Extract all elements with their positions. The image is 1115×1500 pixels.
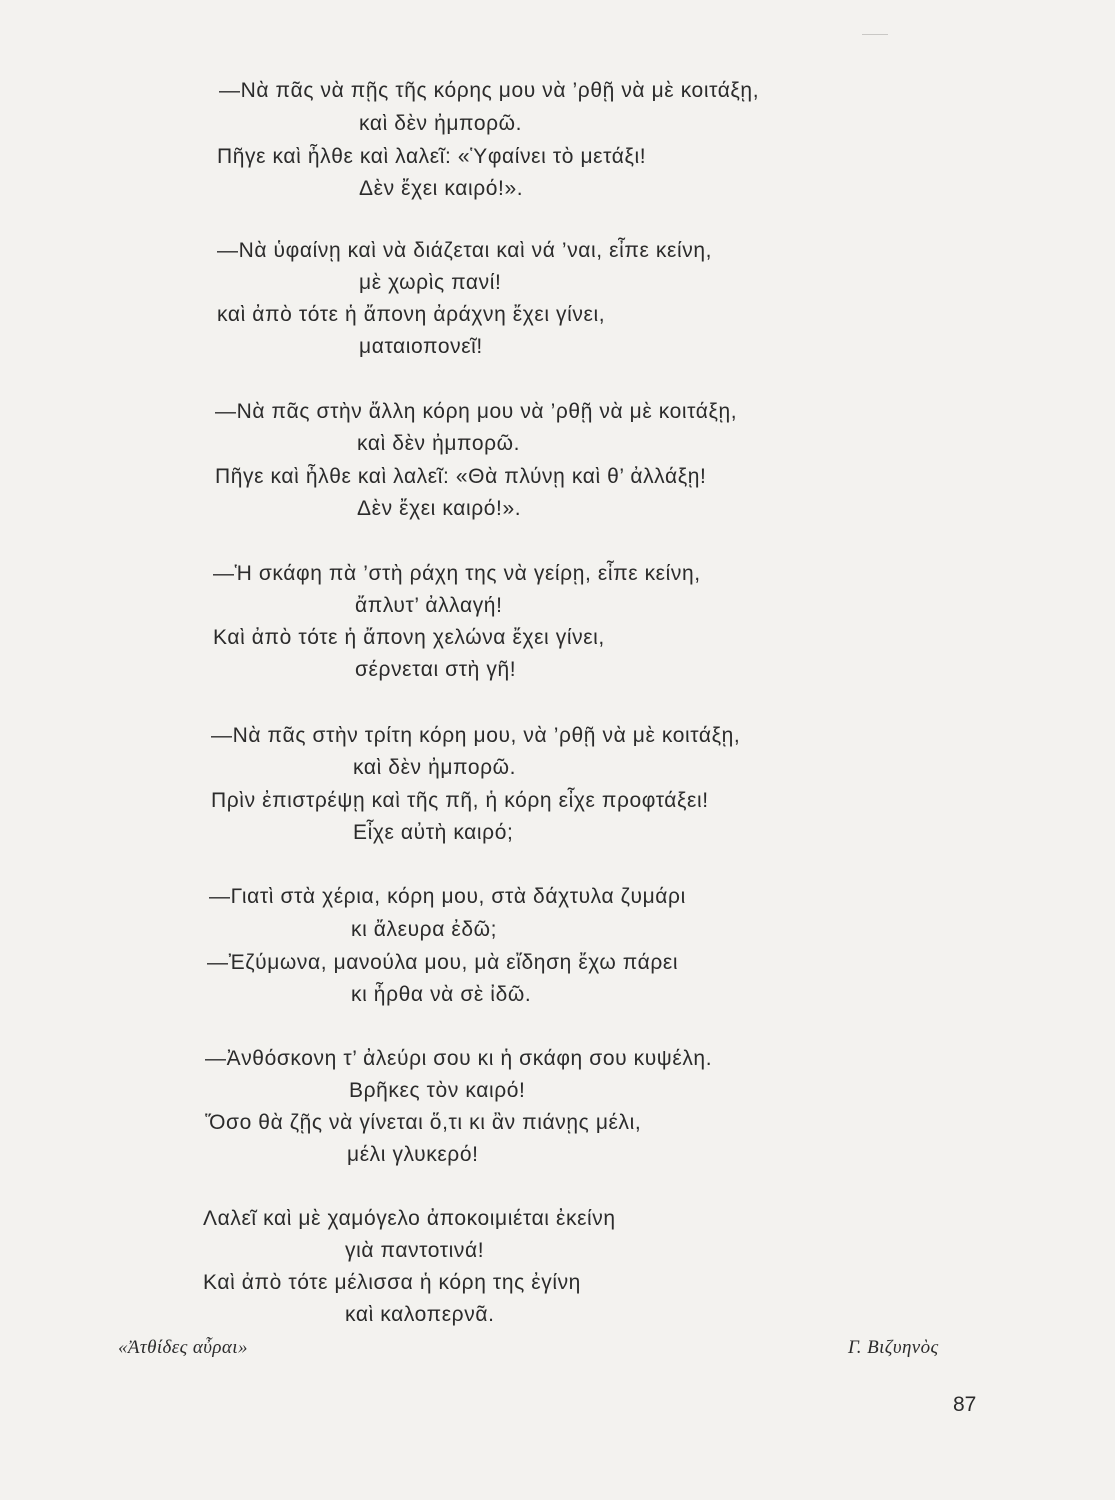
poem-line: καὶ δὲν ἠμπορῶ.	[359, 112, 523, 135]
poem-line: —Νὰ πᾶς νὰ πῇς τῆς κόρης μου νὰ ’ρθῇ νὰ μὲ κοιτάξῃ,	[219, 79, 760, 102]
poem-line: Πρὶν ἐπιστρέψῃ καὶ τῆς πῆ, ἡ κόρη εἶχε προφτάξει!	[211, 789, 709, 812]
poem-line: Καὶ ἀπὸ τότε μέλισσα ἡ κόρη της ἐγίνη	[203, 1271, 581, 1294]
poem-line: —Γιατὶ στὰ χέρια, κόρη μου, στὰ δάχτυλα ζυμάρι	[209, 885, 686, 908]
poem-line: κι ἄλευρα ἐδῶ;	[351, 918, 498, 941]
poem-line: —Ἀνθόσκονη τ’ ἀλεύρι σου κι ἡ σκάφη σου κυψέλη.	[205, 1047, 713, 1070]
poem-line: Καὶ ἀπὸ τότε ἡ ἄπονη χελώνα ἔχει γίνει,	[213, 626, 605, 649]
poem-line: καὶ ἀπὸ τότε ἡ ἄπονη ἀράχνη ἔχει γίνει,	[217, 303, 606, 326]
poem-line: μὲ χωρὶς πανί!	[359, 271, 502, 294]
poem-line: καὶ δὲν ἠμπορῶ.	[353, 756, 517, 779]
poem-line: καὶ καλοπερνᾶ.	[345, 1303, 495, 1326]
top-rule	[862, 34, 888, 35]
page-number: 87	[953, 1393, 977, 1416]
poem-line: Ὅσο θὰ ζῇς νὰ γίνεται ὅ,τι κι ἂν πιάνῃς μέλι,	[205, 1111, 642, 1134]
source-title: «Ἀτθίδες αὖραι»	[118, 1337, 248, 1358]
poem-line: γιὰ παντοτινά!	[345, 1239, 485, 1262]
poem-line: ἄπλυτ’ ἀλλαγή!	[355, 594, 503, 617]
poem-line: —Νὰ πᾶς στὴν τρίτη κόρη μου, νὰ ’ρθῇ νὰ μὲ κοιτάξῃ,	[211, 724, 741, 747]
poem-line: —Νὰ ὑφαίνῃ καὶ νὰ διάζεται καὶ νά ’ναι, εἶπε κείνη,	[217, 239, 713, 262]
poem-line: Δὲν ἔχει καιρό!».	[359, 177, 524, 200]
poem-line: σέρνεται στὴ γῆ!	[355, 658, 517, 681]
poem-line: Πῆγε καὶ ἦλθε καὶ λαλεῖ: «Θὰ πλύνῃ καὶ θ’ ἀλλάξῃ!	[215, 465, 707, 488]
poem-line: ματαιοπονεῖ!	[359, 335, 483, 358]
poem-line: Εἶχε αὐτὴ καιρό;	[353, 821, 514, 844]
poem-line: —Νὰ πᾶς στὴν ἄλλη κόρη μου νὰ ’ρθῇ νὰ μὲ κοιτάξῃ,	[215, 400, 738, 423]
poem-line: μέλι γλυκερό!	[347, 1143, 479, 1166]
poem-line: καὶ δὲν ἠμπορῶ.	[357, 432, 521, 455]
poem-line: Πῆγε καὶ ἦλθε καὶ λαλεῖ: «Ὑφαίνει τὸ μετάξι!	[217, 145, 647, 168]
poem-line: Δὲν ἔχει καιρό!».	[357, 497, 522, 520]
poem-line: κι ἦρθα νὰ σὲ ἰδῶ.	[351, 983, 532, 1006]
poem-line: Βρῆκες τὸν καιρό!	[349, 1079, 526, 1102]
poem-line: —Ἐζύμωνα, μανούλα μου, μὰ εἴδηση ἔχω πάρει	[207, 951, 679, 974]
author-name: Γ. Βιζυηνὸς	[848, 1337, 939, 1358]
poem-line: Λαλεῖ καὶ μὲ χαμόγελο ἀποκοιμιέται ἐκείνη	[203, 1207, 616, 1230]
poem-line: —Ἡ σκάφη πὰ ’στὴ ράχη της νὰ γείρῃ, εἶπε κείνη,	[213, 562, 701, 585]
